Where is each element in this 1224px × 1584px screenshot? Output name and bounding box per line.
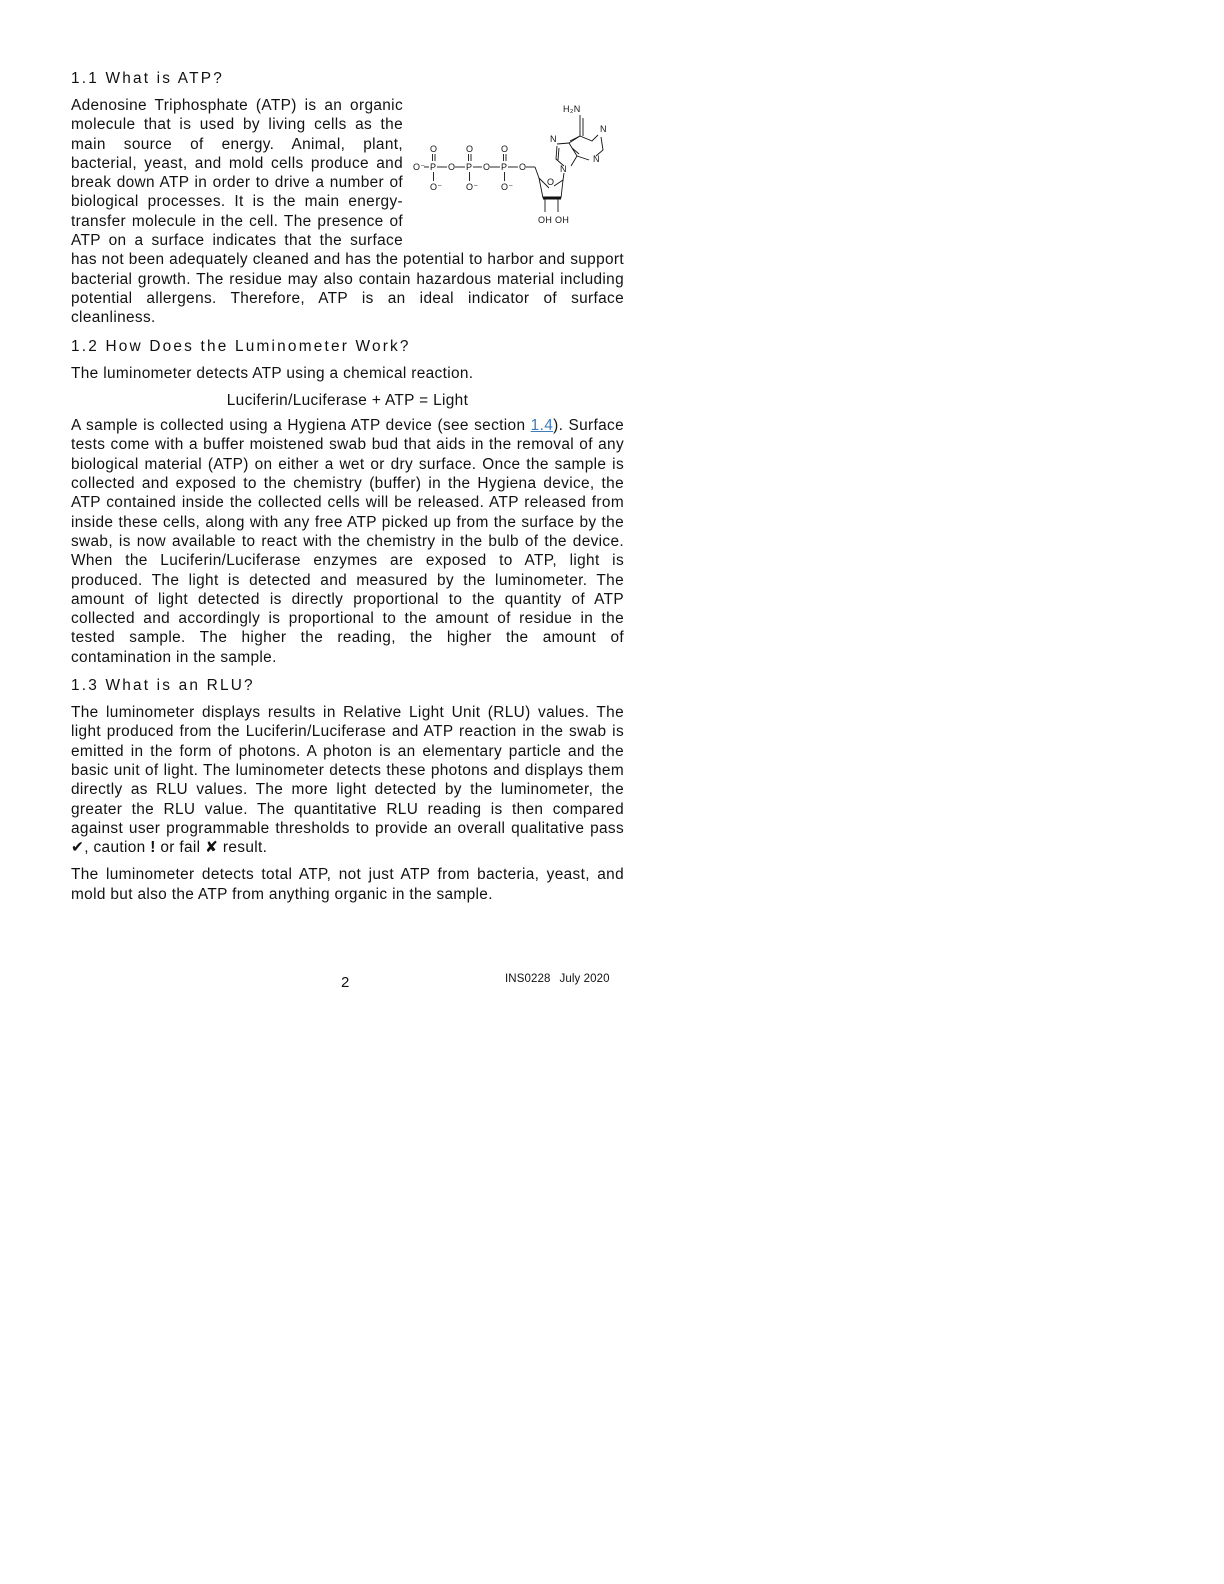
paragraph-text-before-link: A sample is collected using a Hygiena ATP device (see section [71, 417, 531, 435]
section-paragraph-luminometer [71, 416, 624, 667]
molecule-label-o: O [448, 162, 456, 172]
pass-check-icon: ✔ [71, 839, 85, 857]
molecule-label-p: P [430, 162, 437, 172]
section-paragraph-rlu [71, 703, 624, 857]
molecule-label-o: O [466, 144, 474, 154]
molecule-label-p: P [501, 162, 508, 172]
molecule-label-o: O [547, 177, 555, 187]
rlu-text-part3: or fail [155, 839, 206, 857]
molecule-label-o: O [501, 144, 509, 154]
paragraph-text-after-link: ). Surface tests come with a buffer moistened swab bud that aids in the removal of any biological material (ATP) on either a wet or dry surface. Once the sample is collected and exposed to the chemistry (buffer) in the Hygiena device, the ATP contained inside the collected cells will be released. ATP released from inside these cells, along with any free ATP picked up from the surface by the swab, is now available to react with the chemistry in the bulb of the device. When the Luciferin/Luciferase enzymes are exposed to ATP, light is produced. The light is detected and measured by the luminometer. The amount of light detected is directly proportional to the quantity of ATP collected and accordingly is proportional to the amount of residue in the tested sample. The higher the reading, the higher the amount of contamination in the sample. [71, 417, 624, 666]
molecule-label-n: N [600, 124, 607, 134]
molecule-label-n: N [593, 154, 600, 164]
molecule-label-o: O [430, 144, 438, 154]
molecule-label-o-minus: O⁻ [466, 182, 479, 192]
caution-exclamation-icon: ! [150, 839, 156, 857]
atp-molecule-structure [413, 98, 632, 240]
rlu-text-part4: result. [218, 839, 268, 857]
molecule-label-o-minus-left: O⁻ [413, 162, 426, 172]
doc-date: July 2020 [559, 973, 610, 985]
molecule-label-o-minus: O⁻ [430, 182, 443, 192]
section-heading-what-is-rlu: 1.3 What is an RLU? [71, 677, 255, 695]
section-heading-what-is-atp: 1.1 What is ATP? [71, 70, 224, 87]
molecule-label-o: O [519, 162, 527, 172]
molecule-label-o: O [483, 162, 491, 172]
rlu-text-part1: The luminometer displays results in Relative Light Unit (RLU) values. The light produced from the Luciferin/Luciferase and ATP reaction in the swab is emitted in the form of photons. A photon is an elementary particle and the basic unit of light. The luminometer detects these photons and displays them directly as RLU values. The more light detected by the luminometer, the greater the RLU value. The quantitative RLU reading is then compared against user programmable thresholds to provide an overall qualitative pass [71, 704, 624, 837]
page-number: 2 [341, 974, 350, 991]
molecule-label-n: N [560, 164, 567, 174]
section-link-1-4[interactable]: 1.4 [530, 417, 554, 435]
fail-cross-icon: ✘ [205, 839, 219, 857]
page-column [71, 68, 624, 912]
section-paragraph-total-atp: The luminometer detects total ATP, not just ATP from bacteria, yeast, and mold but also the ATP from anything organic in the sample. [71, 866, 624, 903]
paragraph-text-what-is-atp: Adenosine Triphosphate (ATP) is an organic molecule that is used by living cells as the main source of energy. Animal, plant, bacterial, yeast, and mold cells produce and break down ATP in order to drive a number of biological processes. It is the main energy-transfer molecule in the cell. The presence of ATP on a surface indicates that the surface has not been adequately cleaned and has the potential to harbor and support bacterial growth. The residue may also contain hazardous material including potential allergens. Therefore, ATP is an ideal indicator of surface cleanliness. [71, 97, 624, 327]
molecule-label-oh-oh: OH OH [538, 215, 570, 225]
molecule-label-h2n: H₂N [563, 104, 581, 114]
reaction-equation: Luciferin/Luciferase + ATP = Light [226, 391, 469, 409]
molecule-label-n: N [550, 134, 557, 144]
section-heading-how-luminometer-works: 1.2 How Does the Luminometer Work? [71, 337, 411, 355]
doc-code: INS0228 [505, 973, 551, 985]
section-intro-luminometer: The luminometer detects ATP using a chemical reaction. [71, 364, 474, 382]
molecule-label-p: P [466, 162, 473, 172]
section-paragraph-what-is-atp [71, 96, 624, 328]
rlu-text-part2: , caution [84, 839, 151, 857]
molecule-label-o-minus: O⁻ [501, 182, 514, 192]
document-footer [505, 973, 610, 985]
